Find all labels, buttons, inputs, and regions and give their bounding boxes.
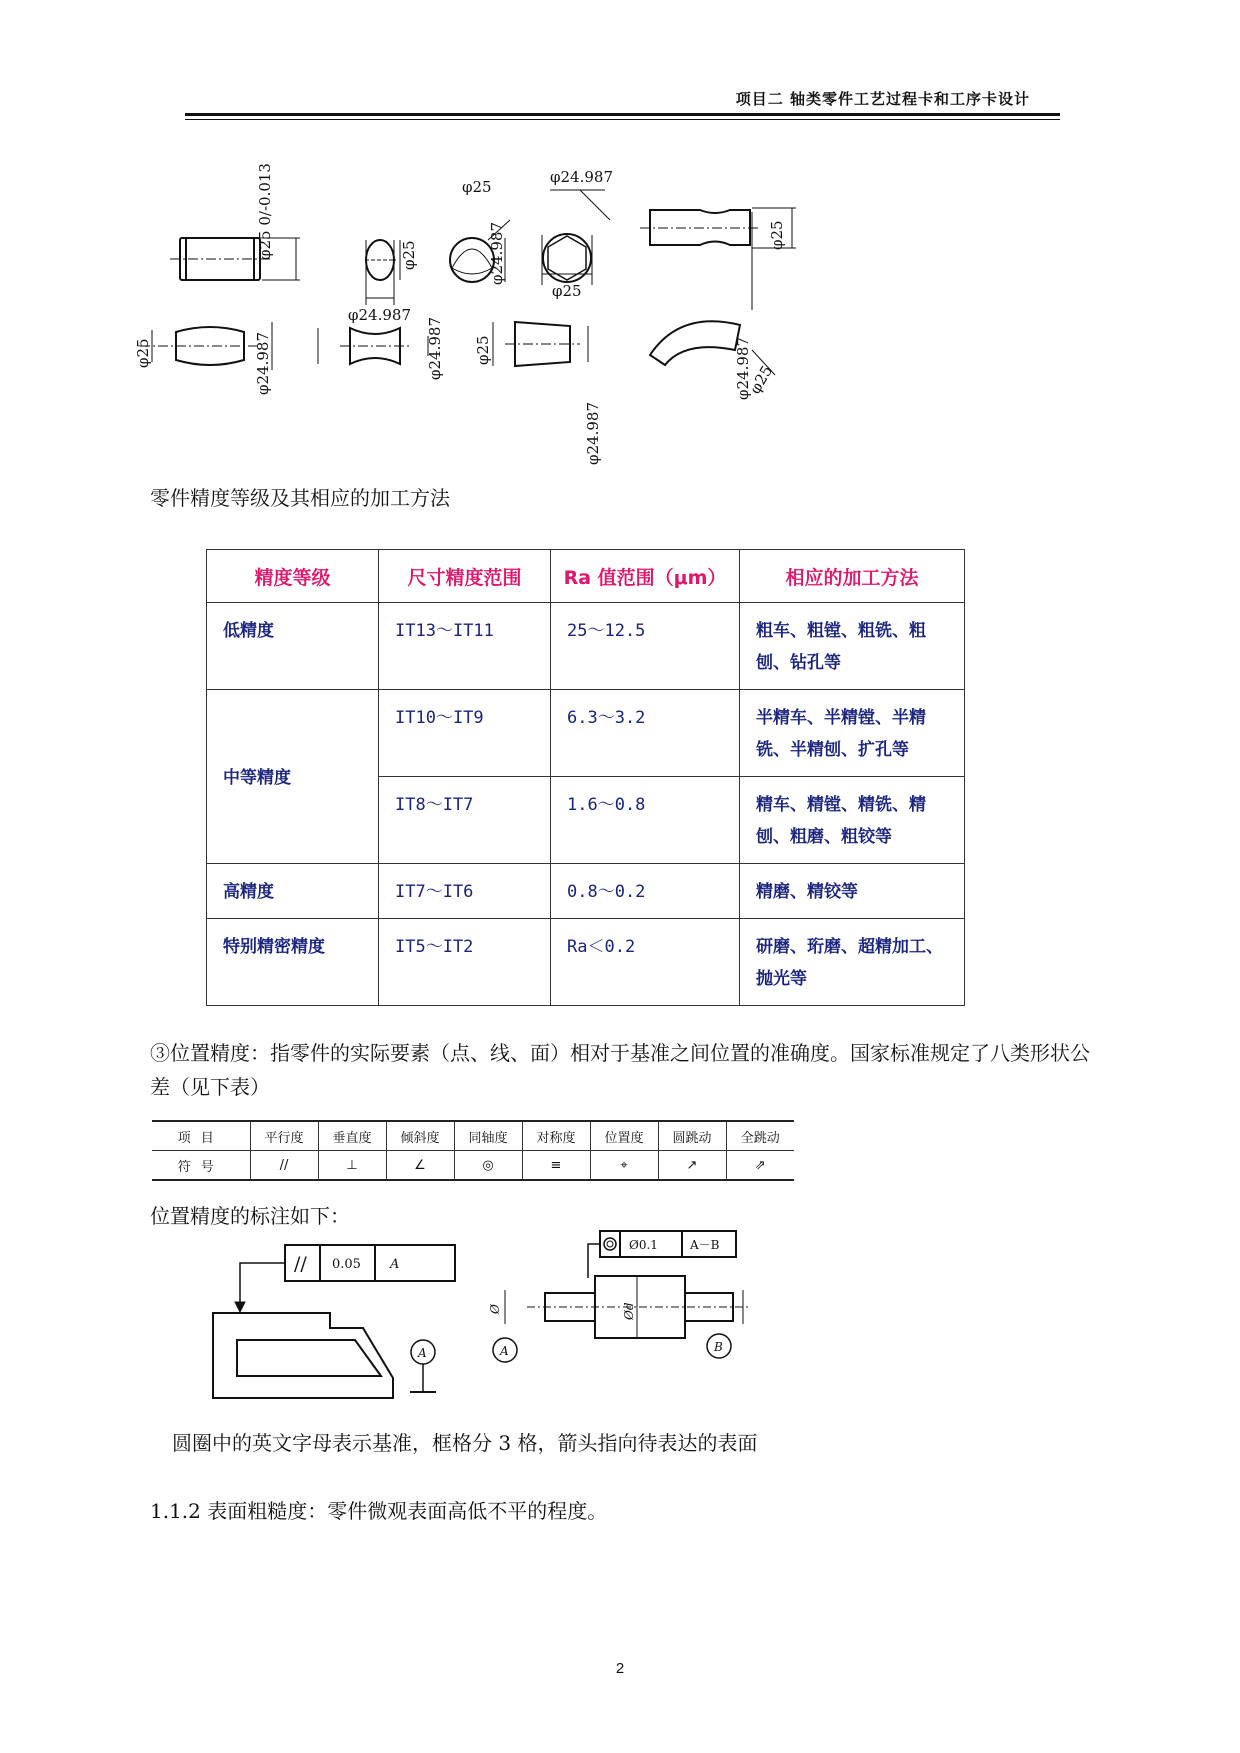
perpendicular-symbol-icon: ⊥ bbox=[318, 1151, 386, 1181]
cell-ra: Ra＜0.2 bbox=[551, 919, 740, 1006]
tol-name: 倾斜度 bbox=[386, 1121, 454, 1151]
dim-label-8a: φ25 bbox=[474, 335, 492, 365]
cell-grade: 特别精密精度 bbox=[207, 919, 379, 1006]
dim-label-5a: φ25 bbox=[768, 220, 786, 250]
table-row bbox=[207, 864, 965, 919]
header-grade: 精度等级 bbox=[207, 550, 379, 603]
cell-grade: 低精度 bbox=[207, 603, 379, 690]
cell-grade: 中等精度 bbox=[207, 690, 379, 864]
dim-label-2b: φ24.987 bbox=[348, 306, 411, 324]
shaft-shapes-svg bbox=[134, 150, 930, 465]
header-rule-thin bbox=[185, 119, 1060, 120]
dim-label-4a: φ24.987 bbox=[550, 168, 613, 186]
tolerance-symbols-row bbox=[152, 1151, 794, 1181]
header-rule bbox=[185, 113, 1060, 116]
dim-label-6a: φ24.987 bbox=[254, 332, 272, 395]
tolerance-row2-label: 符号 bbox=[152, 1151, 250, 1181]
dim-label-2a: φ25 bbox=[400, 240, 418, 270]
frame2-datum-a: A bbox=[500, 1344, 509, 1358]
dim-label-6b: φ25 bbox=[134, 338, 152, 368]
dim-label-8b: φ24.987 bbox=[584, 402, 602, 465]
cell-method: 精磨、精铰等 bbox=[740, 864, 965, 919]
tolerance-table bbox=[152, 1120, 794, 1181]
symmetry-symbol-icon: ≡ bbox=[522, 1151, 590, 1181]
table-row bbox=[207, 690, 965, 777]
header-title: 项目二 轴类零件工艺过程卡和工序卡设计 bbox=[735, 90, 1030, 108]
annotation-intro: 位置精度的标注如下： bbox=[150, 1204, 350, 1228]
cell-method: 精车、精镗、精铣、精刨、粗磨、粗铰等 bbox=[740, 777, 965, 864]
coaxiality-annotation-figure bbox=[485, 1228, 765, 1378]
frame2-datum: A－B bbox=[690, 1238, 720, 1252]
frame2-dim-left: Ø bbox=[488, 1304, 502, 1314]
position-paragraph: ③位置精度：指零件的实际要素（点、线、面）相对于基准之间位置的准确度。国家标准规定了八类形状公差（见下表） bbox=[150, 1041, 1090, 1099]
cell-grade: 高精度 bbox=[207, 864, 379, 919]
cell-range: IT5～IT2 bbox=[379, 919, 551, 1006]
datum-a-label: A bbox=[418, 1346, 427, 1360]
cell-method: 半精车、半精镗、半精铣、半精刨、扩孔等 bbox=[740, 690, 965, 777]
header-ra: Ra 值范围（μm） bbox=[551, 550, 740, 603]
tol-name: 全跳动 bbox=[726, 1121, 794, 1151]
cell-range: IT10～IT9 bbox=[379, 690, 551, 777]
tol-name: 平行度 bbox=[250, 1121, 318, 1151]
table-row bbox=[207, 603, 965, 690]
shaft-shapes-figure bbox=[134, 150, 930, 465]
cell-method: 研磨、珩磨、超精加工、抛光等 bbox=[740, 919, 965, 1006]
table-row bbox=[207, 919, 965, 1006]
header-method: 相应的加工方法 bbox=[740, 550, 965, 603]
dim-label-5b: φ24.987 bbox=[734, 337, 752, 400]
section-heading: 1.1.2 表面粗糙度：零件微观表面高低不平的程度。 bbox=[150, 1499, 608, 1523]
tol-name: 垂直度 bbox=[318, 1121, 386, 1151]
cell-ra: 25～12.5 bbox=[551, 603, 740, 690]
accuracy-header-row bbox=[207, 550, 965, 603]
parallel-frame-symbol: // bbox=[294, 1253, 307, 1275]
dim-label-7: φ24.987 bbox=[426, 317, 444, 380]
header-range: 尺寸精度范围 bbox=[379, 550, 551, 603]
circular-runout-symbol-icon: ↗ bbox=[658, 1151, 726, 1181]
cell-ra: 6.3～3.2 bbox=[551, 690, 740, 777]
position-symbol-icon: ⌖ bbox=[590, 1151, 658, 1181]
tolerance-names-row bbox=[152, 1121, 794, 1151]
tol-name: 圆跳动 bbox=[658, 1121, 726, 1151]
frame2-value: Ø0.1 bbox=[629, 1238, 658, 1252]
concentricity-symbol-icon: ◎ bbox=[454, 1151, 522, 1181]
page-number: 2 bbox=[615, 1660, 625, 1677]
dim-label-4b: φ25 bbox=[552, 282, 582, 300]
accuracy-table bbox=[206, 549, 965, 1006]
cell-method: 粗车、粗镗、粗铣、粗刨、钻孔等 bbox=[740, 603, 965, 690]
cell-range: IT8～IT7 bbox=[379, 777, 551, 864]
tol-name: 同轴度 bbox=[454, 1121, 522, 1151]
frame-caption: 圆圈中的英文字母表示基准，框格分 3 格，箭头指向待表达的表面 bbox=[172, 1431, 758, 1455]
angularity-symbol-icon: ∠ bbox=[386, 1151, 454, 1181]
frame2-datum-b: B bbox=[714, 1340, 723, 1354]
table-caption: 零件精度等级及其相应的加工方法 bbox=[150, 486, 450, 510]
dim-label-1: φ25 0/-0.013 bbox=[256, 163, 274, 260]
tol-name: 对称度 bbox=[522, 1121, 590, 1151]
tolerance-row1-label: 项目 bbox=[152, 1121, 250, 1151]
tol-name: 位置度 bbox=[590, 1121, 658, 1151]
frame2-dim-mid: Ød bbox=[622, 1302, 636, 1320]
dim-label-3a: φ25 bbox=[462, 178, 492, 196]
total-runout-symbol-icon: ⇗ bbox=[726, 1151, 794, 1181]
cell-ra: 0.8～0.2 bbox=[551, 864, 740, 919]
cell-ra: 1.6～0.8 bbox=[551, 777, 740, 864]
cell-range: IT7～IT6 bbox=[379, 864, 551, 919]
cell-range: IT13～IT11 bbox=[379, 603, 551, 690]
frame1-datum: A bbox=[390, 1257, 400, 1272]
parallel-symbol-icon: // bbox=[250, 1151, 318, 1181]
frame1-value: 0.05 bbox=[332, 1257, 361, 1272]
parallelism-annotation-figure bbox=[205, 1240, 460, 1415]
dim-label-9: φ25 bbox=[745, 362, 777, 397]
dim-label-3b: φ24.987 bbox=[488, 222, 506, 285]
